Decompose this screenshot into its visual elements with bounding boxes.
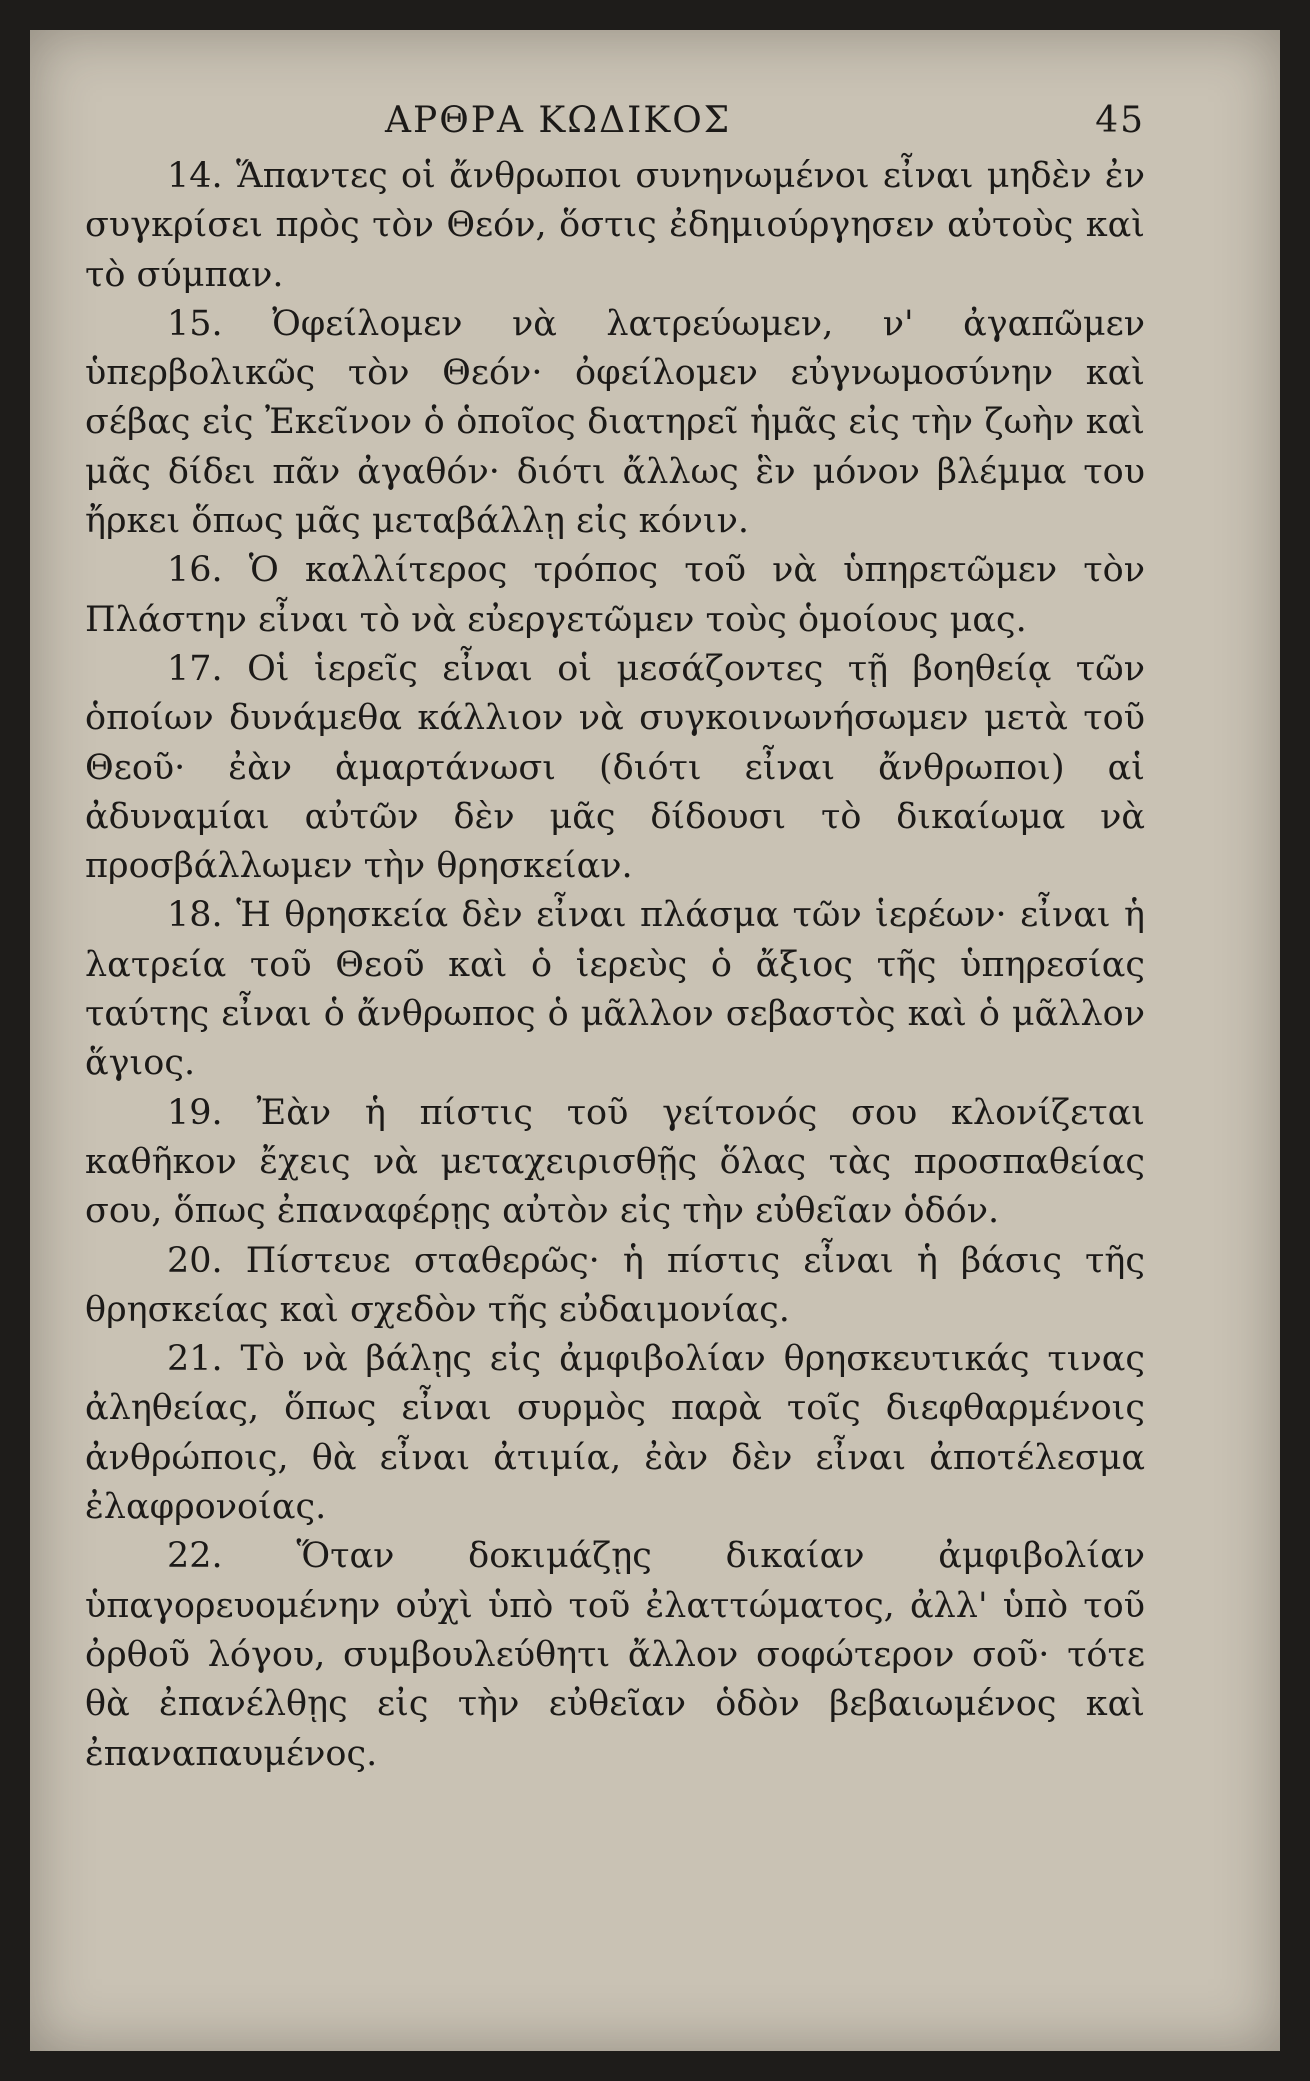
article-22: 22. Ὅταν δοκιμάζῃς δικαίαν ἀμφιβολίαν ὑπαγορευομένην οὐχὶ ὑπὸ τοῦ ἐλαττώματος, ἀλλ' ὑπὸ τοῦ ὀρθοῦ λόγου, συμβουλεύθητι ἄλλον σοφώτερον σοῦ· τότε θὰ ἐπανέλθῃς εἰς τὴν εὐθεῖαν ὁδὸν βεβαιωμένος καὶ ἐπαναπαυμένος. (85, 1536, 1145, 1774)
article-17: 17. Οἱ ἱερεῖς εἶναι οἱ μεσάζοντες τῇ βοηθείᾳ τῶν ὁποίων δυνάμεθα κάλλιον νὰ συγκοινωνήσωμεν μετὰ τοῦ Θεοῦ· ἐὰν ἁμαρτάνωσι (διότι εἶναι ἄνθρωποι) αἱ ἀδυναμίαι αὐτῶν δὲν μᾶς δίδουσι τὸ δικαίωμα νὰ προσβάλλωμεν τὴν θρησκείαν. (85, 648, 1145, 887)
page-number: 45 (1095, 100, 1145, 141)
article-16: 16. Ὁ καλλίτερος τρόπος τοῦ νὰ ὑπηρετῶμεν τὸν Πλάστην εἶναι τὸ νὰ εὐεργετῶμεν τοὺς ὁμοίους μας. (85, 550, 1145, 640)
article-15: 15. Ὀφείλομεν νὰ λατρεύωμεν, ν' ἀγαπῶμεν ὑπερβολικῶς τὸν Θεόν· ὀφείλομεν εὐγνωμοσύνην καὶ σέβας εἰς Ἐκεῖνον ὁ ὁποῖος διατηρεῖ ἡμᾶς εἰς τὴν ζωὴν καὶ μᾶς δίδει πᾶν ἀγαθόν· διότι ἄλλως ἓν μόνον βλέμμα του ἤρκει ὅπως μᾶς μεταβάλλῃ εἰς κόνιν. (85, 303, 1145, 542)
article-19: 19. Ἐὰν ἡ πίστις τοῦ γείτονός σου κλονίζεται καθῆκον ἔχεις νὰ μεταχειρισθῇς ὅλας τὰς προσπαθείας σου, ὅπως ἐπαναφέρῃς αὐτὸν εἰς τὴν εὐθεῖαν ὁδόν. (85, 1092, 1145, 1232)
page-header (85, 90, 1145, 152)
article-21: 21. Τὸ νὰ βάλῃς εἰς ἀμφιβολίαν θρησκευτικάς τινας ἀληθείας, ὅπως εἶναι συρμὸς παρὰ τοῖς διεφθαρμένοις ἀνθρώποις, θὰ εἶναι ἀτιμία, ἐὰν δὲν εἶναι ἀποτέλεσμα ἐλαφρονοίας. (85, 1339, 1145, 1528)
running-title: ΑΡΘΡΑ ΚΩΔΙΚΟΣ (385, 100, 732, 141)
article-20: 20. Πίστευε σταθερῶς· ἡ πίστις εἶναι ἡ βάσις τῆς θρησκείας καὶ σχεδὸν τῆς εὐδαιμονίας. (85, 1240, 1145, 1330)
page-text-block (85, 90, 1145, 1779)
book-page (30, 30, 1280, 2051)
article-14: 14. Ἅπαντες οἱ ἄνθρωποι συνηνωμένοι εἶναι μηδὲν ἐν συγκρίσει πρὸς τὸν Θεόν, ὅστις ἐδημιούργησεν αὐτοὺς καὶ τὸ σύμπαν. (85, 156, 1145, 295)
article-18: 18. Ἡ θρησκεία δὲν εἶναι πλάσμα τῶν ἱερέων· εἶναι ἡ λατρεία τοῦ Θεοῦ καὶ ὁ ἱερεὺς ὁ ἄξιος τῆς ὑπηρεσίας ταύτης εἶναι ὁ ἄνθρωπος ὁ μᾶλλον σεβαστὸς καὶ ὁ μᾶλλον ἅγιος. (85, 895, 1145, 1084)
